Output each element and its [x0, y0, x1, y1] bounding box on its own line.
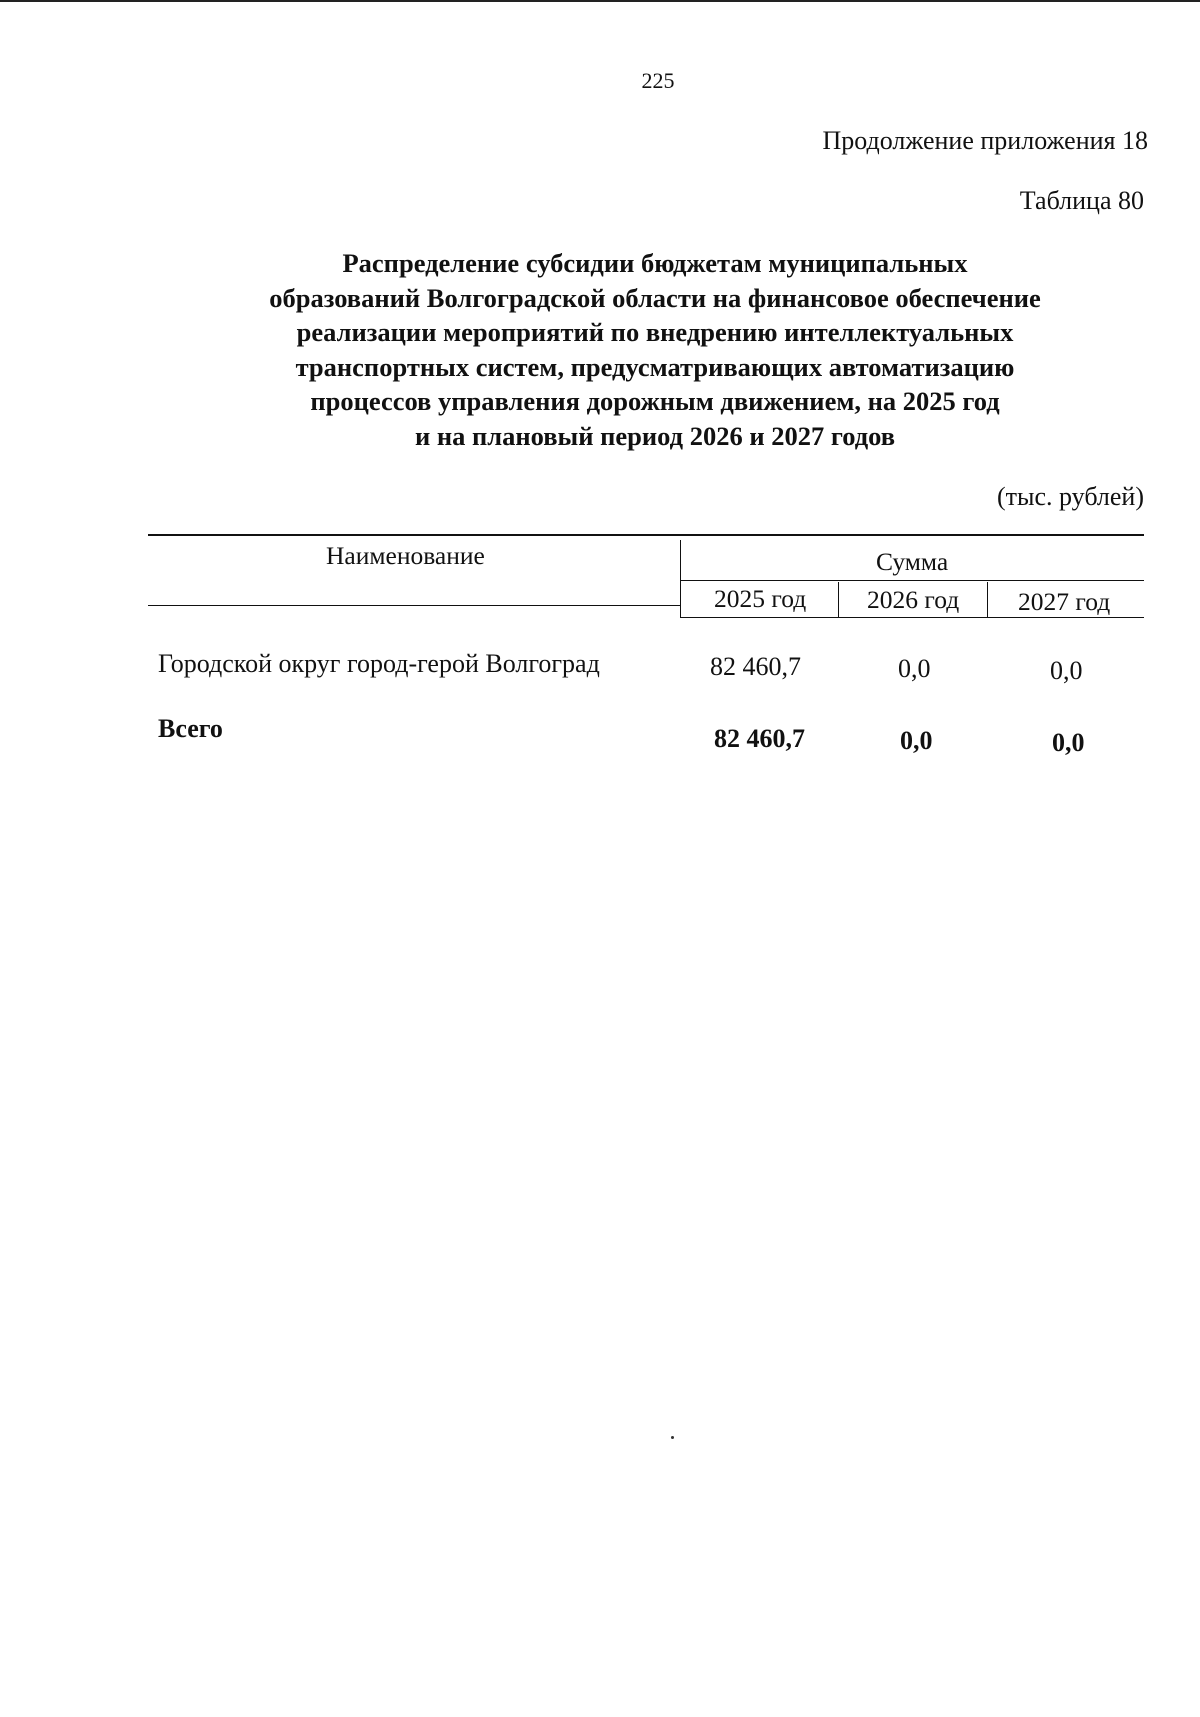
total-value-2026: 0,0 — [900, 726, 933, 755]
header-year-2027: 2027 год — [1018, 587, 1111, 616]
total-label: Всего — [158, 714, 223, 743]
document-title — [120, 246, 1190, 453]
year-column-separator — [838, 582, 839, 618]
row-value-2027: 0,0 — [1050, 656, 1083, 685]
row-name: Городской округ город-герой Волгоград — [158, 649, 600, 678]
title-line: Распределение субсидии бюджетам муниципальных — [342, 248, 968, 278]
scan-speck — [671, 1436, 674, 1439]
sum-divider-rule — [680, 580, 1144, 581]
years-bottom-rule — [680, 617, 1144, 618]
title-line: реализации мероприятий по внедрению интеллектуальных — [296, 317, 1014, 347]
header-sum: Сумма — [876, 547, 949, 576]
title-line: и на плановый период 2026 и 2027 годов — [414, 420, 896, 451]
total-value-2027: 0,0 — [1052, 728, 1085, 757]
total-value-2025: 82 460,7 — [714, 724, 805, 753]
header-bottom-rule — [148, 605, 680, 606]
header-name: Наименование — [326, 541, 485, 570]
page-number: 225 — [641, 68, 675, 93]
year-column-separator — [987, 582, 988, 618]
row-value-2025: 82 460,7 — [710, 652, 801, 681]
title-line: образований Волгоградской области на финансовое обеспечение — [269, 282, 1041, 313]
row-value-2026: 0,0 — [898, 654, 931, 683]
appendix-note: Продолжение приложения 18 — [822, 126, 1148, 155]
header-year-2025: 2025 год — [714, 584, 807, 613]
title-line: процессов управления дорожным движением, на 2025 год — [310, 386, 1000, 416]
table-top-rule — [148, 534, 1144, 536]
page-top-edge — [0, 0, 1200, 2]
units-label: (тыс. рублей) — [996, 482, 1144, 511]
name-column-separator — [680, 540, 681, 618]
header-year-2026: 2026 год — [867, 585, 960, 614]
title-line: транспортных систем, предусматривающих автоматизацию — [295, 351, 1015, 382]
table-number: Таблица 80 — [1019, 186, 1144, 215]
